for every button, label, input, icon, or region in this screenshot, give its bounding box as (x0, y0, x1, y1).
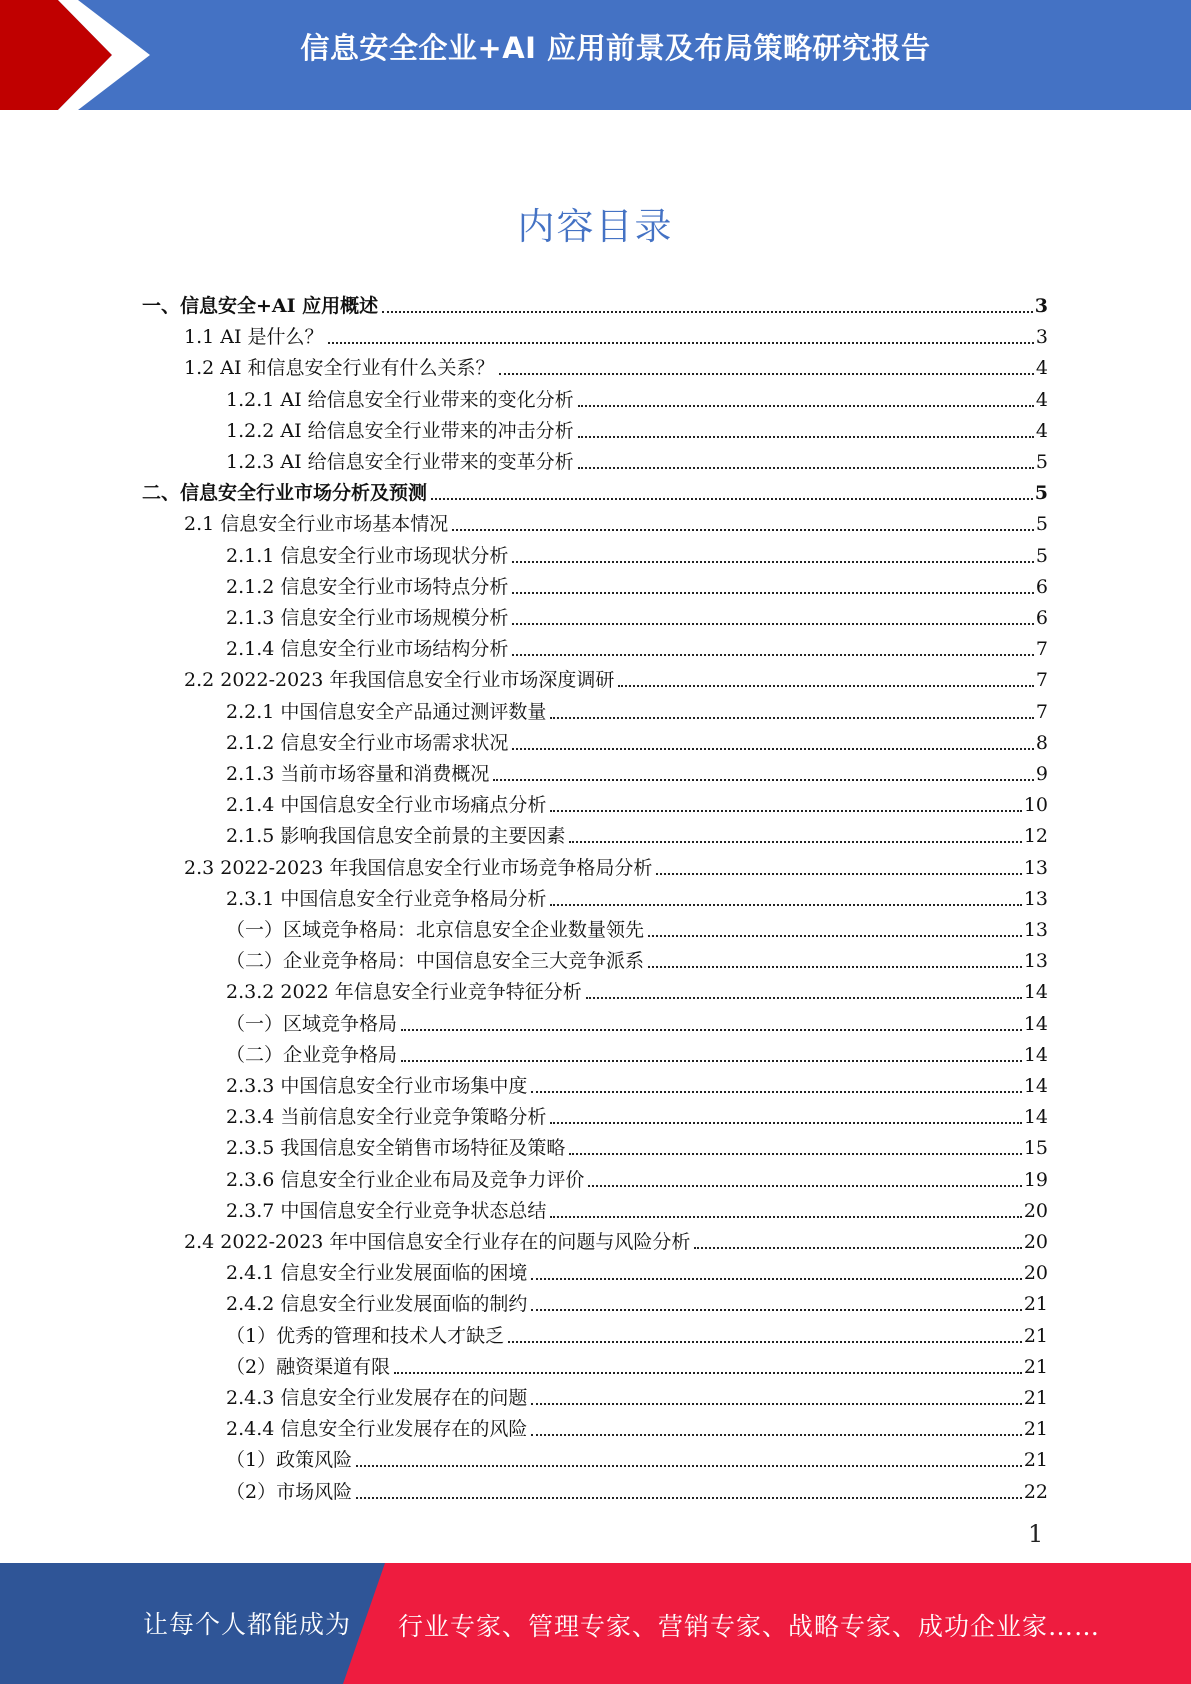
toc-entry-text: 1.2.3 AI 给信息安全行业带来的变革分析 (226, 451, 574, 473)
toc-entry-page: 13 (1023, 950, 1048, 973)
toc-entry-text: 2.4.2 信息安全行业发展面临的制约 (226, 1293, 528, 1316)
toc-entry[interactable] (226, 1161, 1048, 1192)
toc-entry-page: 6 (1035, 607, 1048, 629)
footer-slogan-right: 行业专家、管理专家、营销专家、战略专家、成功企业家…… (398, 1612, 1101, 1641)
toc-entry[interactable] (226, 786, 1048, 817)
toc-dot-leader (499, 373, 1034, 375)
toc-entry[interactable] (226, 381, 1048, 412)
toc-dot-leader (569, 1153, 1021, 1155)
toc-entry[interactable] (226, 1473, 1048, 1504)
toc-entry-text: 二、信息安全行业市场分析及预测 (142, 482, 428, 505)
toc-dot-leader (531, 1403, 1021, 1405)
toc-entry-page: 6 (1035, 575, 1048, 598)
toc-dot-leader (531, 1278, 1021, 1280)
toc-entry[interactable] (184, 505, 1048, 536)
toc-dot-leader (401, 1029, 1022, 1031)
toc-entry[interactable] (226, 1005, 1048, 1036)
toc-entry-text: 2.2.1 中国信息安全产品通过测评数量 (226, 700, 547, 723)
toc-dot-leader (512, 654, 1034, 656)
toc-entry-text: （2）融资渠道有限 (226, 1355, 391, 1378)
toc-entry[interactable] (226, 817, 1048, 848)
toc-entry[interactable] (226, 443, 1048, 474)
toc-dot-leader (356, 1465, 1022, 1467)
toc-dot-leader (550, 810, 1021, 812)
toc-dot-leader (531, 1309, 1021, 1311)
toc-dot-leader (569, 841, 1021, 843)
toc-entry-page: 3 (1034, 295, 1048, 317)
toc-entry-text: 2.4.1 信息安全行业发展面临的困境 (226, 1262, 528, 1285)
toc-dot-leader (550, 1122, 1021, 1124)
toc-entry-page: 7 (1035, 700, 1048, 723)
toc-entry-text: 2.3.6 信息安全行业企业布局及竞争力评价 (226, 1168, 585, 1191)
toc-entry-text: 1.2.2 AI 给信息安全行业带来的冲击分析 (226, 419, 574, 442)
toc-entry-page: 7 (1035, 669, 1048, 692)
toc-entry-page: 21 (1023, 1449, 1048, 1472)
toc-entry-page: 5 (1035, 513, 1048, 536)
toc-entry[interactable] (184, 349, 1048, 380)
toc-entry-page: 22 (1023, 1480, 1048, 1503)
toc-dot-leader (648, 935, 1022, 937)
toc-entry[interactable] (184, 1223, 1048, 1254)
toc-entry-page: 14 (1023, 1012, 1048, 1035)
toc-entry[interactable] (226, 973, 1048, 1004)
toc-dot-leader (401, 1060, 1022, 1062)
toc-entry[interactable] (226, 1098, 1048, 1129)
toc-entry[interactable] (226, 1129, 1048, 1160)
page-number: 1 (1028, 1520, 1044, 1548)
toc-dot-leader (656, 873, 1021, 875)
toc-entry-page: 5 (1035, 451, 1048, 473)
toc-dot-leader (452, 529, 1034, 531)
toc-dot-leader (550, 1216, 1021, 1218)
toc-entry-page: 13 (1023, 887, 1048, 910)
toc-entry-page: 8 (1035, 731, 1048, 754)
toc-entry[interactable] (226, 911, 1048, 942)
toc-dot-leader (694, 1247, 1021, 1249)
toc-title: 内容目录 (517, 205, 674, 248)
toc-entry-text: 2.4.3 信息安全行业发展存在的问题 (226, 1387, 528, 1409)
toc-entry-text: 2.1.4 信息安全行业市场结构分析 (226, 638, 509, 661)
toc-dot-leader (328, 342, 1034, 344)
toc-entry[interactable] (184, 318, 1048, 349)
toc-dot-leader (550, 717, 1034, 719)
toc-entry-text: 一、信息安全+AI 应用概述 (142, 295, 379, 317)
toc-entry-page: 14 (1023, 1106, 1048, 1129)
toc-entry-text: 1.2.1 AI 给信息安全行业带来的变化分析 (226, 388, 574, 411)
toc-entry-text: 2.1.5 影响我国信息安全前景的主要因素 (226, 825, 566, 848)
toc-dot-leader (394, 1372, 1022, 1374)
toc-entry[interactable] (226, 1285, 1048, 1316)
toc-dot-leader (618, 685, 1033, 687)
toc-dot-leader (648, 966, 1022, 968)
toc-entry-page: 7 (1035, 638, 1048, 661)
toc-entry-page: 9 (1035, 763, 1048, 785)
toc-entry-page: 20 (1023, 1231, 1048, 1253)
page-header (0, 0, 1191, 110)
toc-entry-text: （二）企业竞争格局：中国信息安全三大竞争派系 (226, 950, 645, 973)
toc-dot-leader (512, 592, 1034, 594)
toc-entry-text: 1.2 AI 和信息安全行业有什么关系？ (184, 357, 495, 380)
toc-entry-page: 15 (1023, 1137, 1048, 1160)
toc-entry-text: 2.1.2 信息安全行业市场特点分析 (226, 575, 509, 598)
toc-entry-page: 10 (1023, 794, 1048, 817)
toc-entry-text: 2.1.2 信息安全行业市场需求状况 (226, 731, 509, 754)
toc-dot-leader (512, 561, 1034, 563)
toc-entry-text: （1）政策风险 (226, 1449, 353, 1472)
toc-entry[interactable] (226, 630, 1048, 661)
toc-entry-page: 19 (1023, 1168, 1048, 1191)
toc-entry-page: 5 (1034, 482, 1048, 505)
toc-dot-leader (512, 748, 1034, 750)
toc-entry-page: 4 (1035, 419, 1048, 442)
toc-dot-leader (578, 467, 1034, 469)
toc-entry[interactable] (226, 693, 1048, 724)
toc-entry-page: 21 (1023, 1355, 1048, 1378)
toc-entry-page: 4 (1035, 357, 1048, 380)
toc-entry-text: 2.3.7 中国信息安全行业竞争状态总结 (226, 1199, 547, 1222)
toc-dot-leader (578, 405, 1034, 407)
toc-entry-page: 21 (1023, 1293, 1048, 1316)
toc-entry[interactable] (226, 942, 1048, 973)
toc-entry-text: （二）企业竞争格局 (226, 1043, 398, 1066)
toc-entry-page: 3 (1035, 326, 1048, 349)
toc-dot-leader (431, 498, 1033, 500)
page-footer (0, 1563, 1191, 1684)
toc-entry[interactable] (226, 1348, 1048, 1379)
toc-entry-page: 5 (1035, 544, 1048, 567)
toc-entry[interactable] (226, 880, 1048, 911)
toc-entry[interactable] (226, 1410, 1048, 1441)
toc-entry-page: 4 (1035, 388, 1048, 411)
toc-entry-text: 2.1 信息安全行业市场基本情况 (184, 513, 449, 536)
toc-entry[interactable] (184, 849, 1048, 880)
toc-entry[interactable] (226, 599, 1048, 630)
toc-entry[interactable] (184, 661, 1048, 692)
toc-entry-text: 2.4 2022-2023 年中国信息安全行业存在的问题与风险分析 (184, 1231, 691, 1253)
toc-entry[interactable] (226, 568, 1048, 599)
toc-entry[interactable] (226, 1441, 1048, 1472)
toc-dot-leader (508, 1341, 1022, 1343)
toc-entry[interactable] (226, 1036, 1048, 1067)
toc-entry-text: 2.3.5 我国信息安全销售市场特征及策略 (226, 1137, 566, 1160)
toc-entry-page: 20 (1023, 1199, 1048, 1222)
toc-dot-leader (578, 436, 1034, 438)
toc-entry-text: 2.1.3 信息安全行业市场规模分析 (226, 607, 509, 629)
toc-entry-text: 2.3.4 当前信息安全行业竞争策略分析 (226, 1106, 547, 1129)
toc-dot-leader (531, 1434, 1021, 1436)
toc-entry-text: 2.1.4 中国信息安全行业市场痛点分析 (226, 794, 547, 817)
report-title: 信息安全企业+AI 应用前景及布局策略研究报告 (300, 31, 931, 65)
toc-entry-text: （一）区域竞争格局：北京信息安全企业数量领先 (226, 919, 645, 941)
toc-entry-page: 14 (1023, 1075, 1048, 1097)
toc-dot-leader (586, 997, 1022, 999)
toc-entry-page: 21 (1023, 1387, 1048, 1409)
toc-entry-text: 2.1.1 信息安全行业市场现状分析 (226, 544, 509, 567)
toc-entry[interactable] (226, 412, 1048, 443)
toc-dot-leader (356, 1497, 1022, 1499)
toc-entry-text: 2.1.3 当前市场容量和消费概况 (226, 763, 490, 785)
toc-entry-page: 13 (1023, 856, 1048, 879)
toc-entry-page: 21 (1023, 1418, 1048, 1441)
toc-dot-leader (550, 904, 1021, 906)
toc-entry[interactable] (226, 1192, 1048, 1223)
toc-dot-leader (512, 623, 1034, 625)
footer-slogan-left: 让每个人都能成为 (143, 1610, 352, 1639)
toc-entry-text: 2.2 2022-2023 年我国信息安全行业市场深度调研 (184, 669, 615, 692)
toc-dot-leader (382, 311, 1033, 313)
toc-entry-page: 20 (1023, 1262, 1048, 1285)
toc-entry[interactable] (226, 755, 1048, 786)
toc-entry-text: （2）市场风险 (226, 1480, 353, 1503)
toc-entry-text: 2.4.4 信息安全行业发展存在的风险 (226, 1418, 528, 1441)
toc-entry[interactable] (142, 287, 1048, 318)
toc-entry[interactable] (226, 1254, 1048, 1285)
toc-entry-text: 2.3.1 中国信息安全行业竞争格局分析 (226, 887, 547, 910)
toc-dot-leader (493, 779, 1034, 781)
toc-entry-text: 2.3 2022-2023 年我国信息安全行业市场竞争格局分析 (184, 856, 653, 879)
toc-dot-leader (588, 1185, 1021, 1187)
toc-entry[interactable] (142, 474, 1048, 505)
toc-entry[interactable] (226, 1067, 1048, 1098)
toc-entry-page: 21 (1023, 1324, 1048, 1347)
toc-entry[interactable] (226, 1317, 1048, 1348)
toc-entry[interactable] (226, 537, 1048, 568)
toc-dot-leader (531, 1091, 1021, 1093)
toc-entry[interactable] (226, 724, 1048, 755)
toc-entry-page: 12 (1023, 825, 1048, 848)
toc-entry-page: 14 (1023, 981, 1048, 1004)
toc-entry-text: （1）优秀的管理和技术人才缺乏 (226, 1324, 505, 1347)
toc-entry-text: 1.1 AI 是什么？ (184, 326, 324, 349)
toc-entry-text: 2.3.2 2022 年信息安全行业竞争特征分析 (226, 981, 582, 1004)
toc-entry[interactable] (226, 1379, 1048, 1410)
toc-entry-page: 14 (1023, 1043, 1048, 1066)
toc-entry-text: 2.3.3 中国信息安全行业市场集中度 (226, 1075, 528, 1097)
toc-entry-page: 13 (1023, 919, 1048, 941)
toc-entry-text: （一）区域竞争格局 (226, 1012, 398, 1035)
